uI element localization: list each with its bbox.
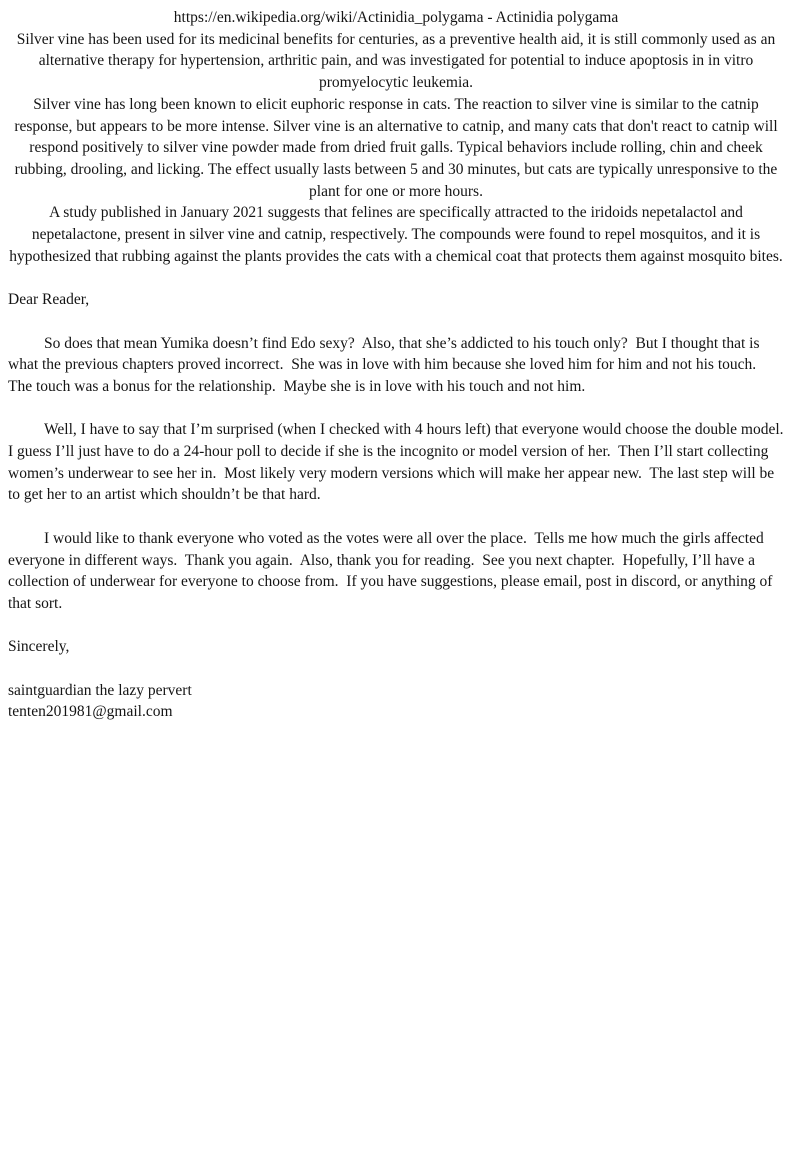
wikipedia-excerpt-block [8, 7, 784, 267]
author-letter-block [8, 289, 792, 723]
letter-paragraph-poll: Well, I have to say that I’m surprised (when I checked with 4 hours left) that everyone would choose the double model. I guess I’ll just have to do a 24-hour poll to decide if she is the incognito or model version of her. Then I’ll start collecting women’s underwear to see her in. Most likely very modern versions which will make her appear new. The last step will be to get her to an artist which shouldn’t be that hard. [8, 421, 792, 504]
letter-paragraph-thanks: I would like to thank everyone who voted as the votes were all over the place. Tells me how much the girls affected everyone in different ways. Thank you again. Also, thank you for reading. See you next chapter. Hopefully, I’ll have a collection of underwear for everyone to choose from. If you have suggestions, please email, post in discord, or anything of that sort. [8, 529, 777, 612]
wikipedia-url-line: https://en.wikipedia.org/wiki/Actinidia_polygama - Actinidia polygama [173, 9, 619, 26]
letter-salutation: Dear Reader, [8, 291, 90, 309]
signature-block [8, 680, 784, 723]
letter-paragraph-yumika: So does that mean Yumika doesn’t find Edo sexy? Also, that she’s addicted to his touch only? But I thought that is what the previous chapters proved incorrect. She was in love with him because she loved him for him and not his touch. The touch was a bonus for the relationship. Maybe she is in love with his touch and not him. [8, 334, 764, 395]
letter-closing: Sincerely, [8, 638, 70, 656]
signature-email: tenten201981@gmail.com [8, 703, 173, 721]
excerpt-paragraph-medicinal: Silver vine has been used for its medicinal benefits for centuries, as a preventive health aid, it is still commonly used as an alternative therapy for hypertension, arthritic pain, and was investigated for potential to induce apoptosis in in vitro promyelocytic leukemia. [16, 30, 780, 92]
excerpt-paragraph-euphoric-response: Silver vine has long been known to elicit euphoric response in cats. The reaction to silver vine is similar to the catnip response, but appears to be more intense. Silver vine is an alternative to catnip, and many cats that don't react to catnip will respond positively to silver vine powder made from dried fruit galls. Typical behaviors include rolling, chin and cheek rubbing, drooling, and licking. The effect usually lasts between 5 and 30 minutes, but cats are typically unresponsive to the plant for one or more hours. [14, 95, 782, 200]
signature-name: saintguardian the lazy pervert [8, 681, 192, 699]
excerpt-paragraph-study-2021: A study published in January 2021 suggests that felines are specifically attracted to the iridoids nepetalactol and nepetalactone, present in silver vine and catnip, respectively. The compounds were found to repel mosquitos, and it is hypothesized that rubbing against the plants provides the cats with a chemical coat that protects them against mosquito bites. [9, 204, 783, 265]
